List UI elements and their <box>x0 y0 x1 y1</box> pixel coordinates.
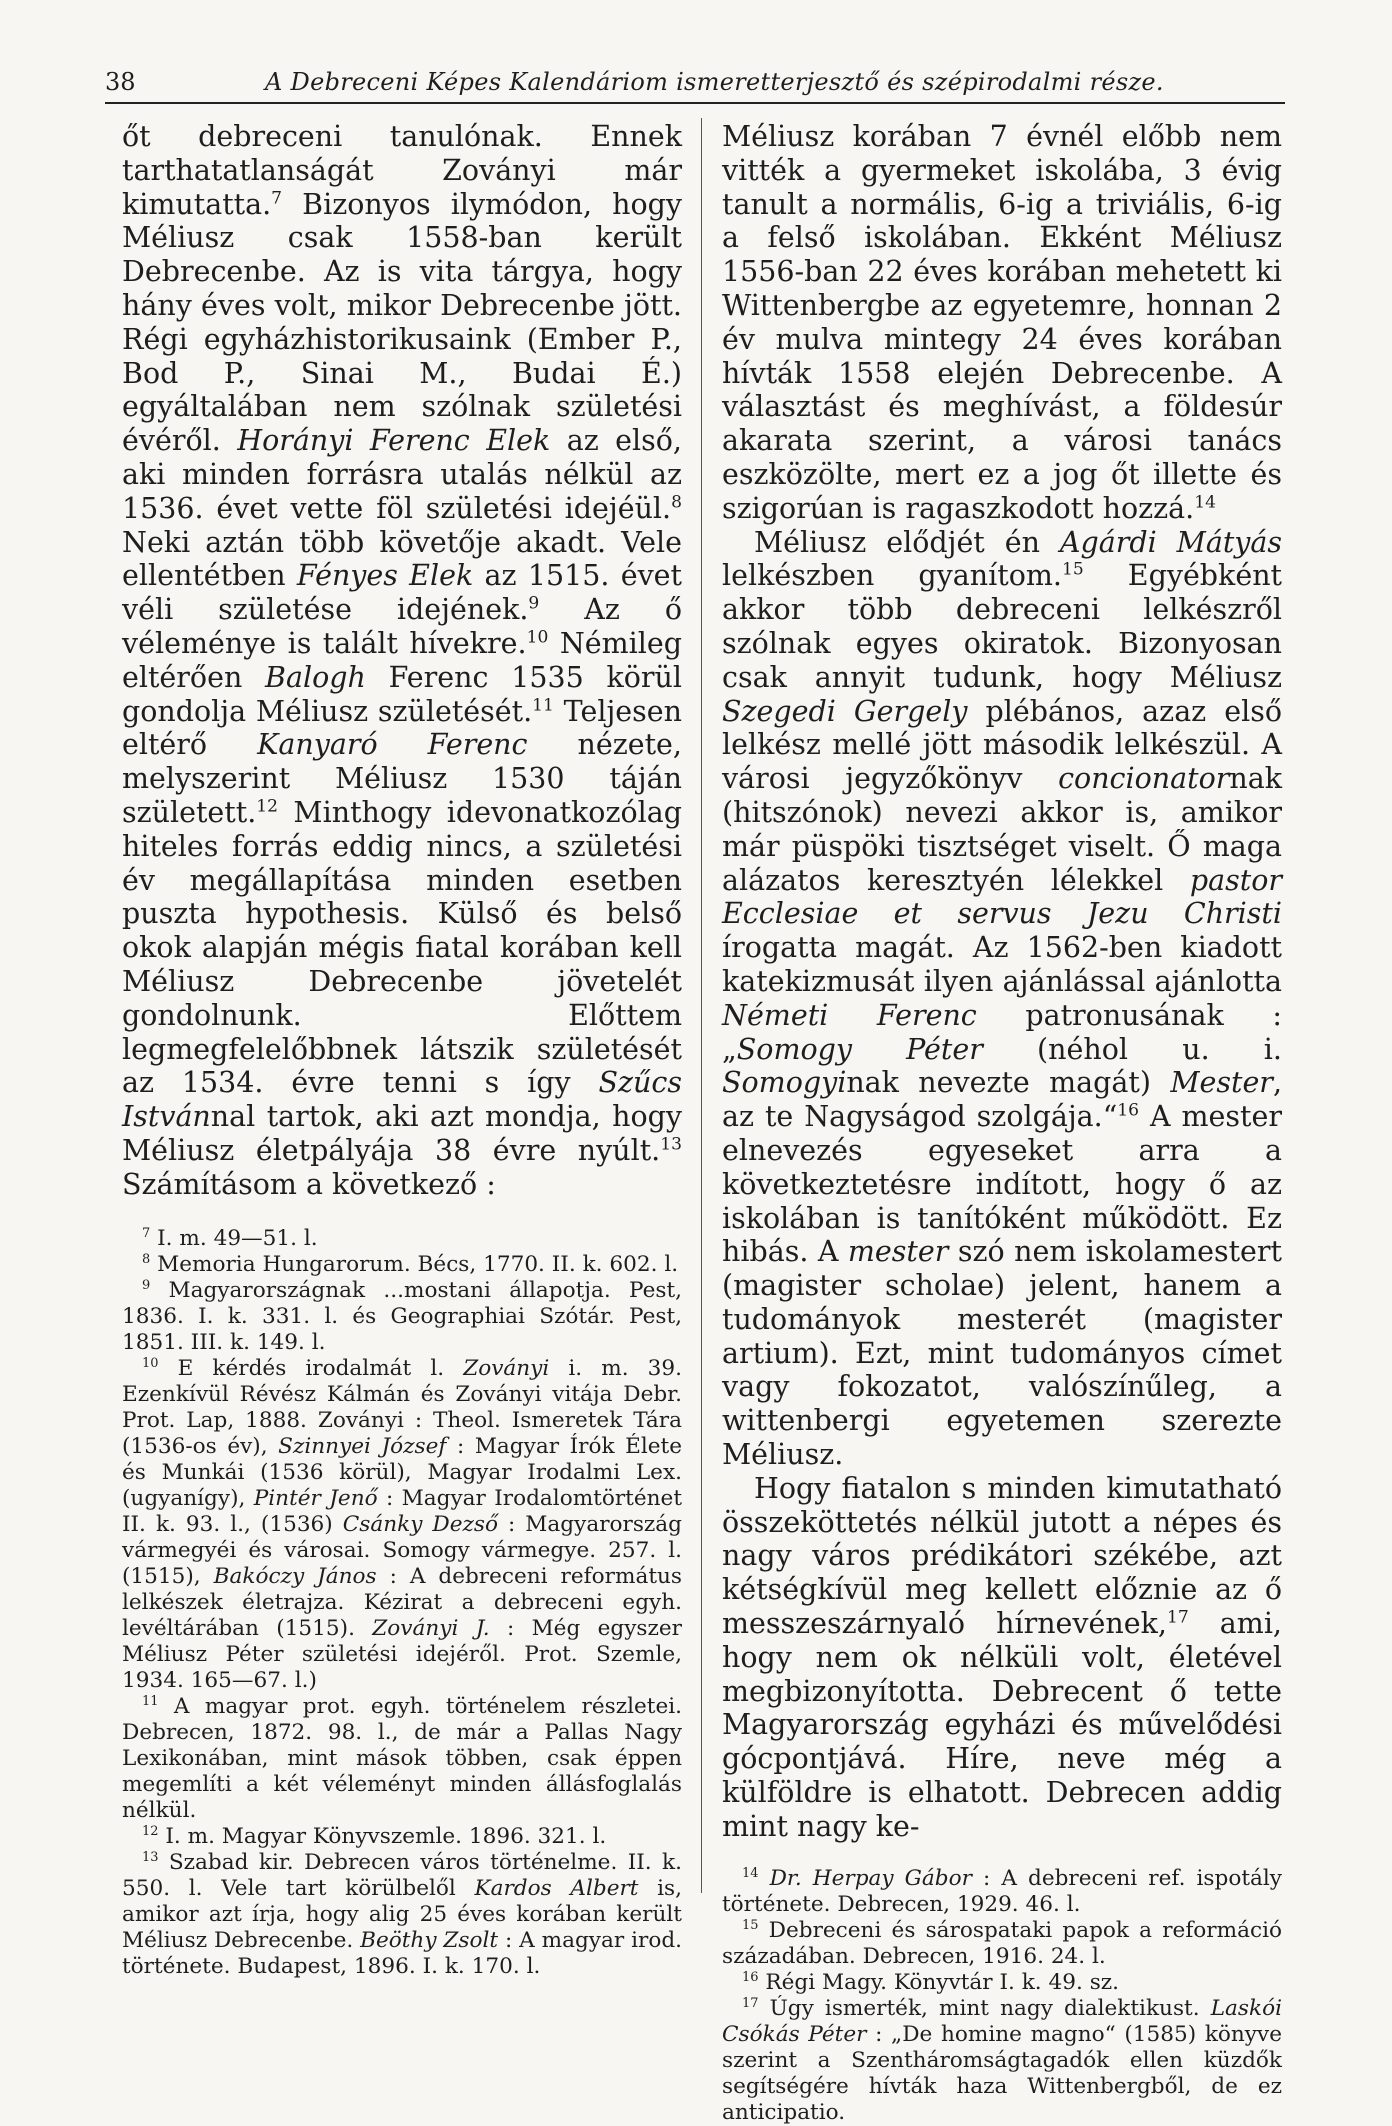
footnote-16: $^{16}$ Régi Magy. Könyvtár I. k. 49. sz. <box>742 1969 1120 1995</box>
footnote-15: $^{15}$ Debreceni és sárospataki papok a reformáció századában. Debrecen, 1916. 24. l. <box>722 1917 1282 1969</box>
right-paragraph-1: Méliusz korában 7 évnél előbb nem vitték a gyermeket iskolába, 3 évig tanult a normális, 6-ig a triviális, 6-ig a felső iskolában. Ekként Méliusz 1556-ban 22 éves korában mehetett ki Wittenbergbe az egyetemre, honnan 2 év mulva mintegy 24 éves korában hívták 1558 elején Debrecenbe. A választást és meghívást, a földesúr akarata szerint, a városi tanács eszközölte, mert ez a jog őt illette és szigorúan is ragaszkodott hozzá.$^{14}$ <box>722 120 1282 525</box>
right-footnotes <box>722 1866 1282 2126</box>
footnote-8: $^8$ Memoria Hungarorum. Bécs, 1770. II. k. 602. l. <box>142 1251 679 1277</box>
footnote-10: $^{10}$ E kérdés irodalmát l. Zoványi i. m. 39. Ezenkívül Révész Kálmán és Zoványi vitája Debr. Prot. Lap, 1888. Zoványi : Theol. Ismeretek Tára (1536-os év), Szinnyei József : Magyar Írók Élete és Munkái (1536 körül), Magyar Irodalmi Lex. (ugyanígy), Pintér Jenő : Magyar Irodalomtörténet II. k. 93. l., (1536) Csánky Dezső : Magyarország vármegyéi és városai. Somogy vármegye. 257. l. (1515), Bakóczy János : A debreceni református lelkészek életrajza. Kézirat a debreceni egyh. levéltárában (1515). Zoványi J. : Még egyszer Méliusz Péter születési idejéről. Prot. Szemle, 1934. 165—67. l.) <box>122 1355 682 1693</box>
left-paragraph: őt debreceni tanulónak. Ennek tarthatatlanságát Zoványi már kimutatta.$^7$ Bizonyos ilymódon, hogy Méliusz csak 1558-ban került Debrecenbe. Az is vita tárgya, hogy hány éves volt, mikor Debrecenbe jött. Régi egyházhistorikusaink (Ember P., Bod P., Sinai M., Budai É.) egyáltalában nem szólnak születési évéről. Horányi Ferenc Elek az első, aki minden forrásra utalás nélkül az 1536. évet vette föl születési idejéül.$^8$ Neki aztán több követője akadt. Vele ellentétben Fényes Elek az 1515. évet véli születése idejének.$^9$ Az ő véleménye is talált hívekre.$^{10}$ Némileg eltérően Balogh Ferenc 1535 körül gondolja Méliusz születését.$^{11}$ Teljesen eltérő Kanyaró Ferenc nézete, melyszerint Méliusz 1530 táján született.$^{12}$ Minthogy idevonatkozólag hiteles forrás eddig nincs, a születési év megállapítása minden esetben puszta hypothesis. Külső és belső okok alapján mégis fiatal korában kell Méliusz Debrecenbe jövetelét gondolnunk. Előttem legmegfelelőbbnek látszik születését az 1534. évre tenni s így Szűcs Istvánnal tartok, aki azt mondja, hogy Méliusz életpályája 38 évre nyúlt.$^{13}$ Számításom a következő : <box>122 120 683 1201</box>
running-header <box>105 62 1285 104</box>
page-number: 38 <box>105 68 136 96</box>
footnote-13: $^{13}$ Szabad kir. Debrecen város történelme. II. k. 550. l. Vele tart körülbelől Kardos Albert is, amikor azt írja, hogy alig 25 éves korában került Méliusz Debrecenbe. Beöthy Zsolt : A magyar irod. története. Budapest, 1896. I. k. 170. l. <box>122 1849 683 1979</box>
footnote-7: $^7$ I. m. 49—51. l. <box>142 1225 318 1251</box>
footnote-14: $^{14}$ Dr. Herpay Gábor : A debreceni ref. ispotály története. Debrecen, 1929. 46. l. <box>722 1865 1282 1917</box>
right-paragraph-2: Méliusz elődjét én Agárdi Mátyás lelkészben gyanítom.$^{15}$ Egyébként akkor több debreceni lelkészről szólnak egyes okiratok. Bizonyosan csak annyit tudunk, hogy Méliusz Szegedi Gergely plébános, azaz első lelkész mellé jött második lelkészül. A városi jegyzőkönyv concionatornak (hitszónok) nevezi akkor is, amikor már püspöki tisztséget viselt. Ő maga alázatos keresztyén lélekkel pastor Ecclesiae et servus Jezu Christi írogatta magát. Az 1562-ben kiadott katekizmusát ilyen ajánlással ajánlotta Németi Ferenc patronusának : „Somogy Péter (néhol u. i. Somogyinak nevezte magát) Mester, az te Nagyságod szolgája.“$^{16}$ A mester elnevezés egyeseket arra a következtetésre indított, hogy ő az iskolában is tanítóként működött. Ez hibás. A mester szó nem iskolamestert (magister scholae) jelent, hanem a tudományok mesterét (magister artium). Ezt, mint tudományos címet vagy fokozatot, valószínűleg, a wittenbergi egyetemen szerezte Méliusz. <box>722 525 1282 1472</box>
footnote-17: $^{17}$ Úgy ismerték, mint nagy dialektikust. Laskói Csókás Péter : „De homine magno“ (1585) könyve szerint a Szentháromságtagadók ellen küzdők segítségére hívták haza Wittenbergből, de ez anticipatio. <box>722 1995 1282 2125</box>
footnote-9: $^9$ Magyarországnak ...mostani állapotja. Pest, 1836. I. k. 331. l. és Geographiai Szótár. Pest, 1851. III. k. 149. l. <box>122 1277 682 1355</box>
column-divider <box>701 118 702 1893</box>
right-column <box>722 120 1282 2126</box>
footnote-12: $^{12}$ I. m. Magyar Könyvszemle. 1896. 321. l. <box>142 1823 607 1849</box>
left-footnotes <box>122 1226 682 1980</box>
left-column <box>122 120 682 1980</box>
footnote-11: $^{11}$ A magyar prot. egyh. történelem részletei. Debrecen, 1872. 98. l., de már a Pallas Nagy Lexikonában, mint mások többen, csak éppen megemlíti a két véleményt minden állásfoglalás nélkül. <box>122 1693 682 1823</box>
right-paragraph-3: Hogy fiatalon s minden kimutatható összeköttetés nélkül jutott a népes és nagy város prédikátori székébe, azt kétségkívül meg kellett előznie az ő messzeszárnyaló hírnevének,$^{17}$ ami, hogy nem ok nélküli volt, életével megbizonyította. Debrecent ő tette Magyarország egyházi és művelődési gócpontjává. Híre, neve még a külföldre is elhatott. Debrecen addig mint nagy ke- <box>722 1471 1282 1843</box>
running-title: A Debreceni Képes Kalendáriom ismeretterjesztő és szépirodalmi része. <box>265 68 1164 96</box>
